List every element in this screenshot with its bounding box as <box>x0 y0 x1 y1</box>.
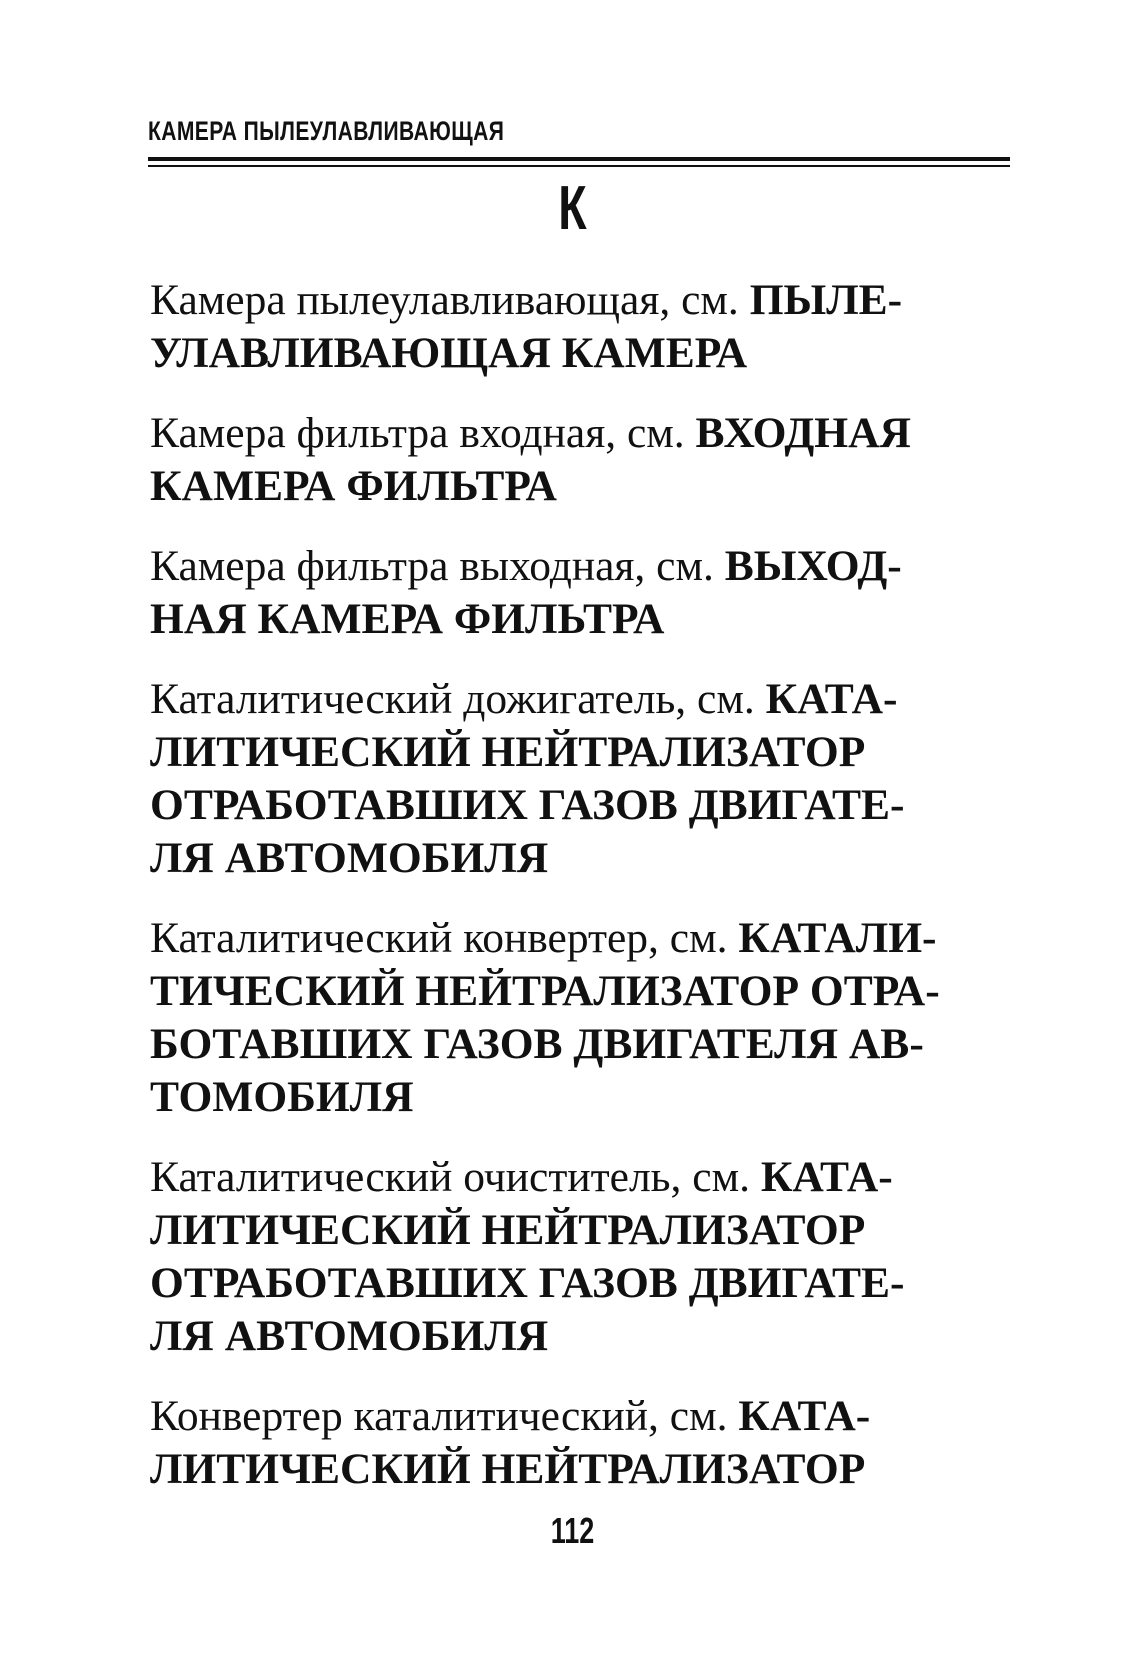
entry-term: Конвертер каталитический, см. <box>150 1392 728 1440</box>
entry-term: Каталитический очиститель, см. <box>150 1153 750 1201</box>
reference-line: ОТРАБОТАВШИХ ГАЗОВ ДВИГАТЕ- <box>150 1259 905 1307</box>
dictionary-entry <box>150 673 1012 885</box>
dictionary-entry <box>150 1151 1012 1363</box>
dictionary-entry <box>150 1390 1012 1496</box>
dictionary-entry <box>150 912 1012 1124</box>
entry-term: Камера фильтра выходная, см. <box>150 542 714 590</box>
header-rule-thin <box>148 165 1010 167</box>
reference-line: УЛАВЛИВАЮЩАЯ КАМЕРА <box>150 329 748 377</box>
running-head: КАМЕРА ПЫЛЕУЛАВЛИВАЮЩАЯ <box>148 116 505 146</box>
page-number: 112 <box>550 1510 595 1551</box>
reference-line: ВЫХОД- <box>724 542 902 590</box>
reference-line: ЛИТИЧЕСКИЙ НЕЙТРАЛИЗАТОР <box>150 1445 866 1493</box>
reference-line: НАЯ КАМЕРА ФИЛЬТРА <box>150 595 665 643</box>
dictionary-entry <box>150 274 1012 380</box>
entry-term: Камера пылеулавливающая, см. <box>150 276 739 324</box>
dictionary-entries <box>150 274 1012 1523</box>
header-rule-thick <box>148 157 1010 161</box>
reference-line: ЛЯ АВТОМОБИЛЯ <box>150 834 549 882</box>
reference-line: ЛИТИЧЕСКИЙ НЕЙТРАЛИЗАТОР <box>150 1206 866 1254</box>
reference-line: ОТРАБОТАВШИХ ГАЗОВ ДВИГАТЕ- <box>150 781 905 829</box>
reference-line: КАТАЛИ- <box>738 914 937 962</box>
reference-line: ВХОДНАЯ <box>695 409 911 457</box>
dictionary-entry <box>150 540 1012 646</box>
entry-term: Каталитический дожигатель, см. <box>150 675 755 723</box>
reference-line: БОТАВШИХ ГАЗОВ ДВИГАТЕЛЯ АВ- <box>150 1020 924 1068</box>
reference-line: ЛИТИЧЕСКИЙ НЕЙТРАЛИЗАТОР <box>150 728 866 776</box>
reference-line: ПЫЛЕ- <box>749 276 903 324</box>
dictionary-entry <box>150 407 1012 513</box>
reference-line: КАМЕРА ФИЛЬТРА <box>150 462 557 510</box>
section-letter: К <box>558 174 587 243</box>
reference-line: ТОМОБИЛЯ <box>150 1073 414 1121</box>
reference-line: КАТА- <box>765 675 898 723</box>
entry-term: Каталитический конвертер, см. <box>150 914 728 962</box>
reference-line: КАТА- <box>760 1153 893 1201</box>
reference-line: КАТА- <box>738 1392 871 1440</box>
reference-line: ТИЧЕСКИЙ НЕЙТРАЛИЗАТОР ОТРА- <box>150 967 940 1015</box>
entry-term: Камера фильтра входная, см. <box>150 409 685 457</box>
reference-line: ЛЯ АВТОМОБИЛЯ <box>150 1312 549 1360</box>
